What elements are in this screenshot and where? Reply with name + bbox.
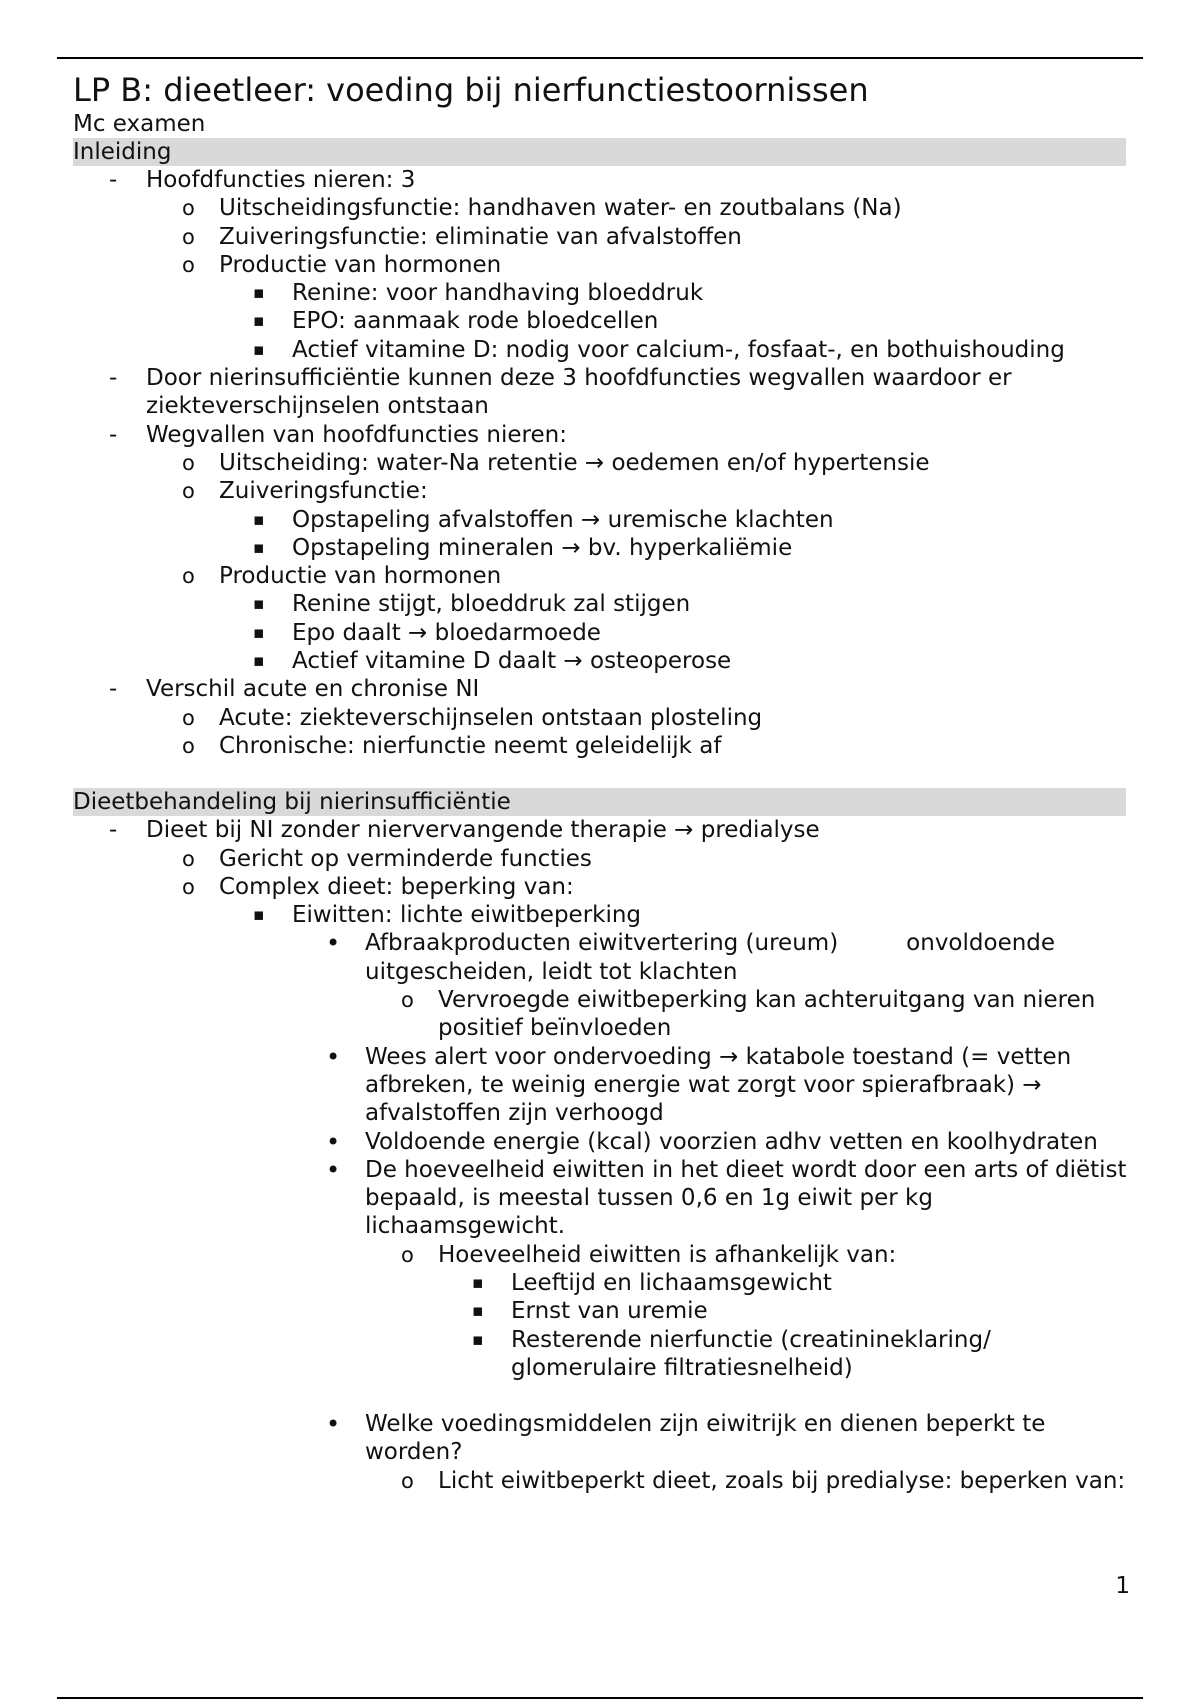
circle-bullet-icon: o: [182, 874, 195, 899]
list-item-text: Welke voedingsmiddelen zijn eiwitrijk en dienen beperkt te worden?: [365, 1411, 1046, 1466]
list-item-text: Opstapeling afvalstoffen → uremische klachten: [292, 506, 834, 533]
list-item-text: Chronische: nierfunctie neemt geleidelijk af: [219, 732, 722, 759]
list-item: [146, 845, 1133, 873]
list-item-text: Vervroegde eiwitbeperking kan achteruitgang van nieren positief beïnvloeden: [438, 987, 1096, 1042]
list-item-text: Renine: voor handhaving bloeddruk: [292, 280, 704, 307]
list-item: [438, 1326, 1133, 1383]
circle-bullet-icon: o: [182, 224, 195, 249]
page-title: LP B: dieetleer: voeding bij nierfunctiestoornissen: [73, 71, 869, 109]
list-item-text: De hoeveelheid eiwitten in het dieet wordt door een arts of diëtist bepaald, is meestal tussen 0,6 en 1g eiwit per kg lichaamsgewicht.: [365, 1156, 1127, 1240]
list-item: [292, 1410, 1133, 1495]
list-item: [219, 901, 1133, 1495]
list-item-text: Acute: ziekteverschijnselen ontstaan plosteling: [219, 704, 763, 731]
dash-bullet-icon: -: [109, 365, 118, 392]
list-item-text: Door nierinsufficiëntie kunnen deze 3 hoofdfuncties wegvallen waardoor er ziekteverschijnselen ontstaan: [146, 365, 1012, 420]
list-item-text: Verschil acute en chronise NI: [146, 676, 480, 703]
list-item: [73, 364, 1133, 421]
dot-bullet-icon: •: [326, 929, 341, 958]
dash-bullet-icon: -: [109, 817, 118, 844]
circle-bullet-icon: o: [401, 1242, 414, 1267]
header-rule: [57, 57, 1143, 59]
list-item: [219, 619, 1133, 647]
list-item-text: EPO: aanmaak rode bloedcellen: [292, 308, 659, 335]
dot-bullet-icon: •: [326, 1155, 341, 1184]
list-item: [73, 166, 1133, 364]
list-item: [146, 732, 1133, 760]
page-number: 1: [1115, 1573, 1130, 1599]
list-item: [73, 421, 1133, 676]
list-item: [219, 534, 1133, 562]
square-bullet-icon: ▪: [253, 283, 265, 304]
list-item: [219, 279, 1133, 307]
list-item: [292, 929, 1133, 1042]
section-heading-dieetbehandeling: Dieetbehandeling bij nierinsufficiëntie: [73, 788, 1126, 816]
list-item-text: Hoofdfuncties nieren: 3: [146, 167, 416, 193]
list-item: [146, 873, 1133, 1495]
list-item-text: Gericht op verminderde functies: [219, 845, 592, 872]
spacer: [73, 760, 1133, 788]
list-item-text: Productie van hormonen: [219, 563, 502, 590]
circle-bullet-icon: o: [182, 252, 195, 277]
square-bullet-icon: ▪: [253, 651, 265, 672]
list-item-text: Actief vitamine D daalt → osteoperose: [292, 648, 732, 675]
circle-bullet-icon: o: [182, 196, 195, 221]
circle-bullet-icon: o: [182, 705, 195, 730]
list-item: [146, 223, 1133, 251]
list-item: [146, 704, 1133, 732]
list-item-text: Leeftijd en lichaamsgewicht: [511, 1269, 832, 1296]
list-item: [146, 477, 1133, 562]
dieet-list: [73, 816, 1133, 1495]
list-item-text: onvoldoende: [906, 930, 1056, 957]
circle-bullet-icon: o: [182, 479, 195, 504]
page-subtitle: Mc examen: [73, 111, 206, 137]
list-item: [365, 1241, 1133, 1382]
list-item: [219, 647, 1133, 675]
square-bullet-icon: ▪: [253, 509, 265, 530]
dot-bullet-icon: •: [326, 1042, 341, 1071]
dot-bullet-icon: •: [326, 1410, 341, 1439]
list-item: [292, 1156, 1133, 1410]
footer-rule: [57, 1697, 1143, 1699]
list-item-text: Opstapeling mineralen → bv. hyperkaliëmie: [292, 534, 793, 561]
list-item-text: Zuiveringsfunctie:: [219, 478, 428, 505]
list-item: [146, 562, 1133, 675]
list-item: [292, 1128, 1133, 1156]
list-item-text: Epo daalt → bloedarmoede: [292, 619, 601, 646]
square-bullet-icon: ▪: [253, 311, 265, 332]
list-item-text: Uitscheiding: water-Na retentie → oedemen en/of hypertensie: [219, 449, 930, 476]
square-bullet-icon: ▪: [472, 1329, 484, 1350]
list-item-text: Uitscheidingsfunctie: handhaven water- en zoutbalans (Na): [219, 195, 902, 222]
list-item-text: Productie van hormonen: [219, 251, 502, 278]
list-item: [219, 336, 1133, 364]
list-item: [365, 986, 1133, 1043]
list-item: [146, 194, 1133, 222]
circle-bullet-icon: o: [182, 450, 195, 475]
list-item: [73, 816, 1133, 1495]
circle-bullet-icon: o: [401, 1468, 414, 1493]
dash-bullet-icon: -: [109, 421, 118, 448]
list-item-text: Zuiveringsfunctie: eliminatie van afvalstoffen: [219, 223, 742, 250]
document-body: [73, 70, 1133, 1495]
square-bullet-icon: ▪: [253, 905, 265, 926]
list-item-text: Voldoende energie (kcal) voorzien adhv vetten en koolhydraten: [365, 1128, 1098, 1155]
list-item-text: uitgescheiden, leidt tot klachten: [365, 958, 738, 985]
square-bullet-icon: ▪: [253, 594, 265, 615]
list-item-text: Dieet bij NI zonder niervervangende therapie → predialyse: [146, 817, 820, 844]
dot-bullet-icon: •: [326, 1127, 341, 1156]
list-item-text: Wees alert voor ondervoeding → katabole toestand (= vetten afbreken, te weinig energie wat zorgt voor spierafbraak) → afvalstoffen zijn verhoogd: [365, 1043, 1072, 1127]
list-item: [146, 251, 1133, 364]
list-item: [365, 1467, 1133, 1495]
list-item-text: Afbraakproducten eiwitvertering (ureum): [365, 930, 839, 957]
list-item-text: Complex dieet: beperking van:: [219, 873, 574, 900]
circle-bullet-icon: o: [182, 846, 195, 871]
list-item-text: Eiwitten: lichte eiwitbeperking: [292, 902, 642, 929]
section-heading-inleiding: Inleiding: [73, 138, 1126, 166]
list-item-text: Actief vitamine D: nodig voor calcium-, fosfaat-, en bothuishouding: [292, 336, 1065, 363]
square-bullet-icon: ▪: [472, 1272, 484, 1293]
list-item: [219, 307, 1133, 335]
list-item: [438, 1297, 1133, 1325]
dash-bullet-icon: -: [109, 676, 118, 703]
square-bullet-icon: ▪: [253, 339, 265, 360]
list-item-text: Renine stijgt, bloeddruk zal stijgen: [292, 591, 691, 618]
list-item: [438, 1269, 1133, 1297]
intro-list: [73, 166, 1133, 760]
list-item-text: Licht eiwitbeperkt dieet, zoals bij predialyse: beperken van:: [438, 1467, 1126, 1494]
list-item-text: Ernst van uremie: [511, 1298, 708, 1325]
list-item: [292, 1043, 1133, 1128]
list-item-text: Wegvallen van hoofdfuncties nieren:: [146, 421, 567, 448]
list-item: [146, 449, 1133, 477]
list-item: [219, 590, 1133, 618]
circle-bullet-icon: o: [182, 564, 195, 589]
list-item-text: Hoeveelheid eiwitten is afhankelijk van:: [438, 1241, 897, 1268]
circle-bullet-icon: o: [401, 988, 414, 1013]
circle-bullet-icon: o: [182, 733, 195, 758]
square-bullet-icon: ▪: [472, 1301, 484, 1322]
spacer: [365, 1382, 1133, 1410]
dash-bullet-icon: -: [109, 167, 118, 193]
list-item: [219, 506, 1133, 534]
list-item: [73, 675, 1133, 760]
list-item-text: Resterende nierfunctie (creatinineklaring/ glomerulaire filtratiesnelheid): [511, 1326, 991, 1381]
square-bullet-icon: ▪: [253, 537, 265, 558]
square-bullet-icon: ▪: [253, 622, 265, 643]
